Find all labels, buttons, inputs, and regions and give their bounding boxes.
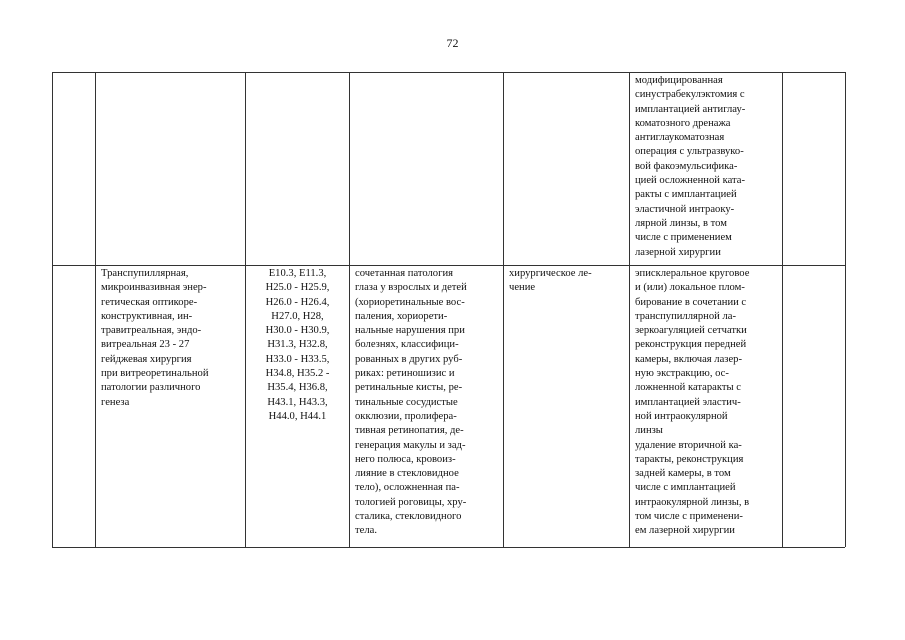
- column-border: [95, 72, 96, 547]
- table-top-border: [52, 72, 845, 73]
- column-border: [52, 72, 53, 547]
- row2-treatment-methods: эписклеральное круговое и (или) локальное плом- бирование в сочетании с транспупиллярной ла- зеркоагуляцией сетчатки реконструкция передней камеры, включая лазер- ную экстракцию, ос- ложненной катаракты с имплантацией эластич- ной интраокулярной линзы удаление вторичной ка- таракты, реконструкция задней камеры, в том числе с имплантацией интраокулярной линзы, в том числе с применени- ем лазерной хирургии: [635, 268, 750, 537]
- row2-treatment-type: хирургическое ле- чение: [509, 268, 592, 294]
- row2-icd-codes: E10.3, E11.3, H25.0 - H25.9, H26.0 - H26.4, H27.0, H28, H30.0 - H30.9, H31.3, H32.8, H33.0 - H33.5, H34.8, H35.2 - H35.4, H36.8, H43.1, H43.3, H44.0, H44.1: [265, 268, 330, 422]
- row-divider: [52, 265, 845, 266]
- page-number: 72: [446, 36, 459, 50]
- row2-care-type: Транспупиллярная, микроинвазивная энер- гетическая оптикоре- конструктивная, ин- травитреальная, эндо- витреальная 23 - 27 гейджевая хирургия при витреоретинальной патологии различного генеза: [101, 268, 209, 408]
- column-border: [503, 72, 504, 547]
- column-border: [629, 72, 630, 547]
- column-border: [845, 72, 846, 547]
- row1-treatment-methods: модифицированная синустрабекулэктомия с имплантацией антиглау- коматозного дренажа антиглаукоматозная операция с ультразвуко- вой факоэмульсифика- цией осложненной ката- ракты с имплантацией эластичной интраоку- лярной линзы, в том числе с применением лазерной хирургии: [635, 75, 746, 258]
- column-border: [782, 72, 783, 547]
- row2-patient-model: сочетанная патология глаза у взрослых и детей (хориоретинальные вос- паления, хориорети- нальные нарушения при болезнях, классифици- рованных в других руб- риках: ретиношизис и ретинальные кисты, ре- тинальные сосудистые окклюзии, пролифера- тивная ретинопатия, де- генерация макулы и зад- него полюса, кровоиз- лияние в стекловидное тело), осложненная па- тологией роговицы, хру- сталика, стекловидного тела.: [355, 268, 467, 537]
- table-bottom-border: [52, 547, 845, 548]
- column-border: [349, 72, 350, 547]
